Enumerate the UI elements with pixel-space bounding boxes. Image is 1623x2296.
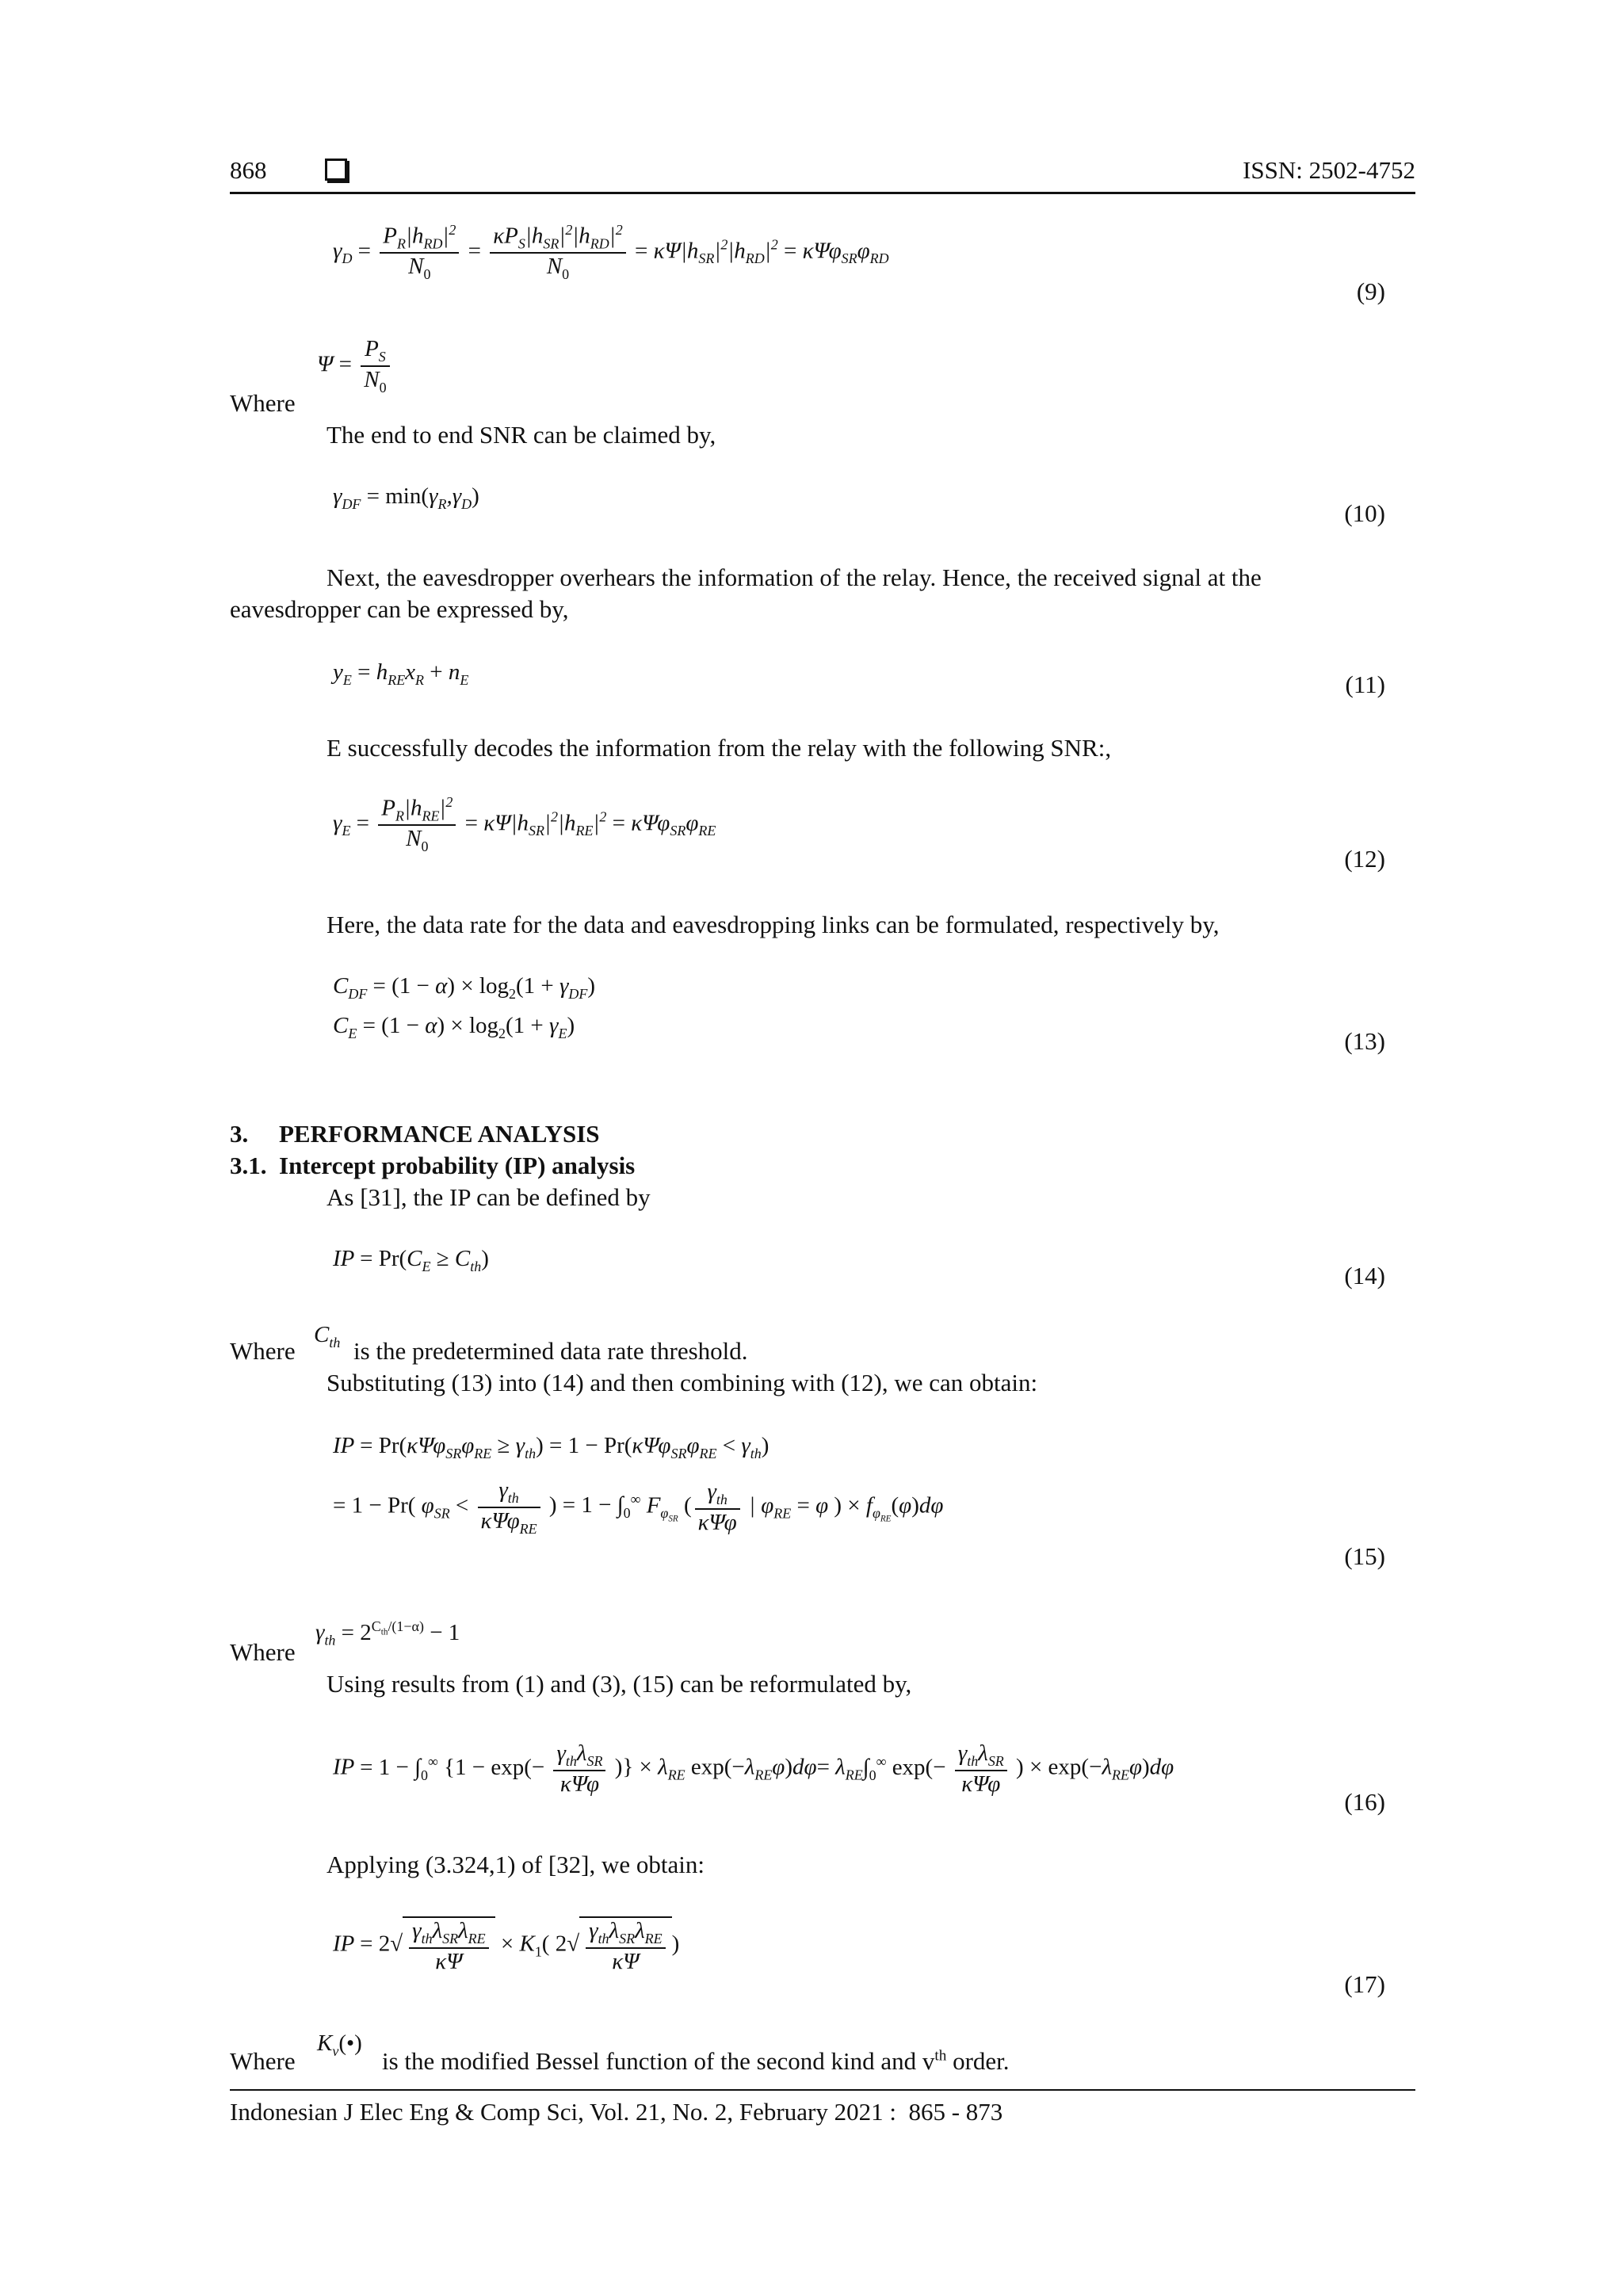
section-heading-3: 3. PERFORMANCE ANALYSIS <box>230 1120 600 1148</box>
equation-11: $y_E = h_{RE}x_R + n_E$ <box>333 659 469 688</box>
equation-number-13: (13) <box>1344 1027 1385 1055</box>
equation-16: IP = $1 - \int_0^\infty$ {1 − exp(− $\frac{\gamma_{th}\lambda_{SR}}{\text{κΨφ}}$ )} × $\lambda_{RE}$ $\exp(-\lambda_{RE}\varphi)d\varphi= \lambda_{RE}\int_0^\infty$ exp(− $\frac{\gamma_{th}\lambda_{SR}}{\text{κΨφ}}$ ) × $\exp(-\lambda_{RE}\varphi)d\varphi$ <box>333 1740 1174 1797</box>
equation-9: $\gamma_D$ = $\frac{P_R|h_{RD}|^2}{N_0}$ = $\frac{\kappa P_S|h_{SR}|^2|h_{RD}|^2}{N_0}$ = $\kappa\Psi|h_{SR}|^2|h_{RD}|^2 = \kappa\Psi\varphi_{SR}\varphi_{RD}$ <box>333 222 889 283</box>
header-rule <box>230 192 1415 194</box>
equation-number-14: (14) <box>1344 1262 1385 1289</box>
snr-claim-text: The end to end SNR can be claimed by, <box>327 421 716 449</box>
equation-13a: $C_{DF} = (1 - \alpha) \times \log_2(1 + \gamma_{DF})$ <box>333 973 596 1002</box>
where-gamma-label: Where <box>230 1638 296 1666</box>
decode-text: E successfully decodes the information from the relay with the following SNR:, <box>327 734 1112 762</box>
footer-citation: Indonesian J Elec Eng & Comp Sci, Vol. 21, No. 2, February 2021 : 865 - 873 <box>230 2098 1003 2126</box>
equation-12: $\gamma_E$ = $\frac{P_R|h_{RE}|^2}{N_0}$ = $\kappa\Psi|h_{SR}|^2|h_{RE}|^2 = \kappa\Psi\varphi_{SR}\varphi_{RE}$ <box>333 794 716 855</box>
cth-description: is the predetermined data rate threshold. <box>353 1337 748 1365</box>
issn: ISSN: 2502-4752 <box>1243 156 1415 184</box>
ip-definition-text: As [31], the IP can be defined by <box>327 1183 651 1211</box>
where-k-label: Where <box>230 2047 296 2075</box>
where-label-1: Where <box>230 389 296 417</box>
equation-number-10: (10) <box>1344 499 1385 527</box>
square-box-icon <box>325 159 347 185</box>
eavesdropper-paragraph-line2: eavesdropper can be expressed by, <box>230 595 569 623</box>
equation-number-9: (9) <box>1356 277 1385 305</box>
section-heading-3-1: 3.1. Intercept probability (IP) analysis <box>230 1152 636 1179</box>
equation-number-16: (16) <box>1344 1788 1385 1816</box>
bessel-symbol: $K_v(•)$ <box>317 2030 362 2059</box>
where-cth-label: Where <box>230 1337 296 1365</box>
equation-number-12: (12) <box>1344 845 1385 873</box>
bessel-description <box>382 2046 1010 2076</box>
applying-text: Applying (3.324,1) of [32], we obtain: <box>327 1851 705 1878</box>
data-rate-text: Here, the data rate for the data and eavesdropping links can be formulated, respectively by, <box>327 911 1220 938</box>
equation-number-11: (11) <box>1345 670 1385 698</box>
equation-number-17: (17) <box>1344 1970 1385 1998</box>
substituting-text: Substituting (13) into (14) and then combining with (12), we can obtain: <box>327 1369 1038 1396</box>
equation-17: IP = 2√ $\frac{\gamma_{th}\lambda_{SR}\lambda_{RE}}{\kappa\Psi}$ × $K_1$( 2√ $\frac{\gamma_{th}\lambda_{SR}\lambda_{RE}}{\kappa\Psi}$ ) <box>333 1918 680 1974</box>
footer-rule <box>230 2089 1415 2091</box>
gamma-th-definition: $\gamma_{th} = 2^{C_{th}/(1-\alpha)} - 1$ <box>315 1618 460 1648</box>
bessel-desc-main: is the modified Bessel function of the second kind and v <box>382 2047 935 2075</box>
cth-symbol: $C_{th}$ <box>314 1322 341 1350</box>
equation-10: $\gamma_{DF} = \min(\gamma_R,\gamma_D)$ <box>333 483 479 512</box>
page-number: 868 <box>230 156 267 184</box>
equation-14: IP = $Pr(C_E \ge C_{th})$ <box>333 1246 489 1274</box>
equation-number-15: (15) <box>1344 1542 1385 1570</box>
equation-15b: = 1 − Pr( $\varphi_{SR}$ < $\frac{\gamma_{th}}{\kappa\Psi\varphi_{RE}}$ ) = $1 - \int_0^\infty$ $F_{\varphi_{SR}}$ ( $\frac{\gamma_{th}}{\text{κΨφ}}$ | $\varphi_{RE} = \varphi$ ) × $f_{\varphi_{RE}}(\varphi)d\varphi$ <box>333 1477 944 1537</box>
equation-13b: $C_E = (1 - \alpha) \times \log_2(1 + \gamma_E)$ <box>333 1013 575 1041</box>
eavesdropper-paragraph-line1: Next, the eavesdropper overhears the information of the relay. Hence, the received signal at the <box>327 563 1262 591</box>
using-results-text: Using results from (1) and (3), (15) can be reformulated by, <box>327 1670 912 1698</box>
equation-15a: IP = $Pr(\kappa\Psi\varphi_{SR}\varphi_{RE} \ge \gamma_{th}) = 1 - Pr(\kappa\Psi\varphi_{SR}\varphi_{RE} < \gamma_{th})$ <box>333 1433 769 1461</box>
psi-definition: Ψ = $\frac{P_S}{N_0}$ <box>317 336 393 396</box>
bessel-desc-end: order. <box>946 2047 1010 2075</box>
bessel-desc-sup: th <box>934 2047 947 2065</box>
